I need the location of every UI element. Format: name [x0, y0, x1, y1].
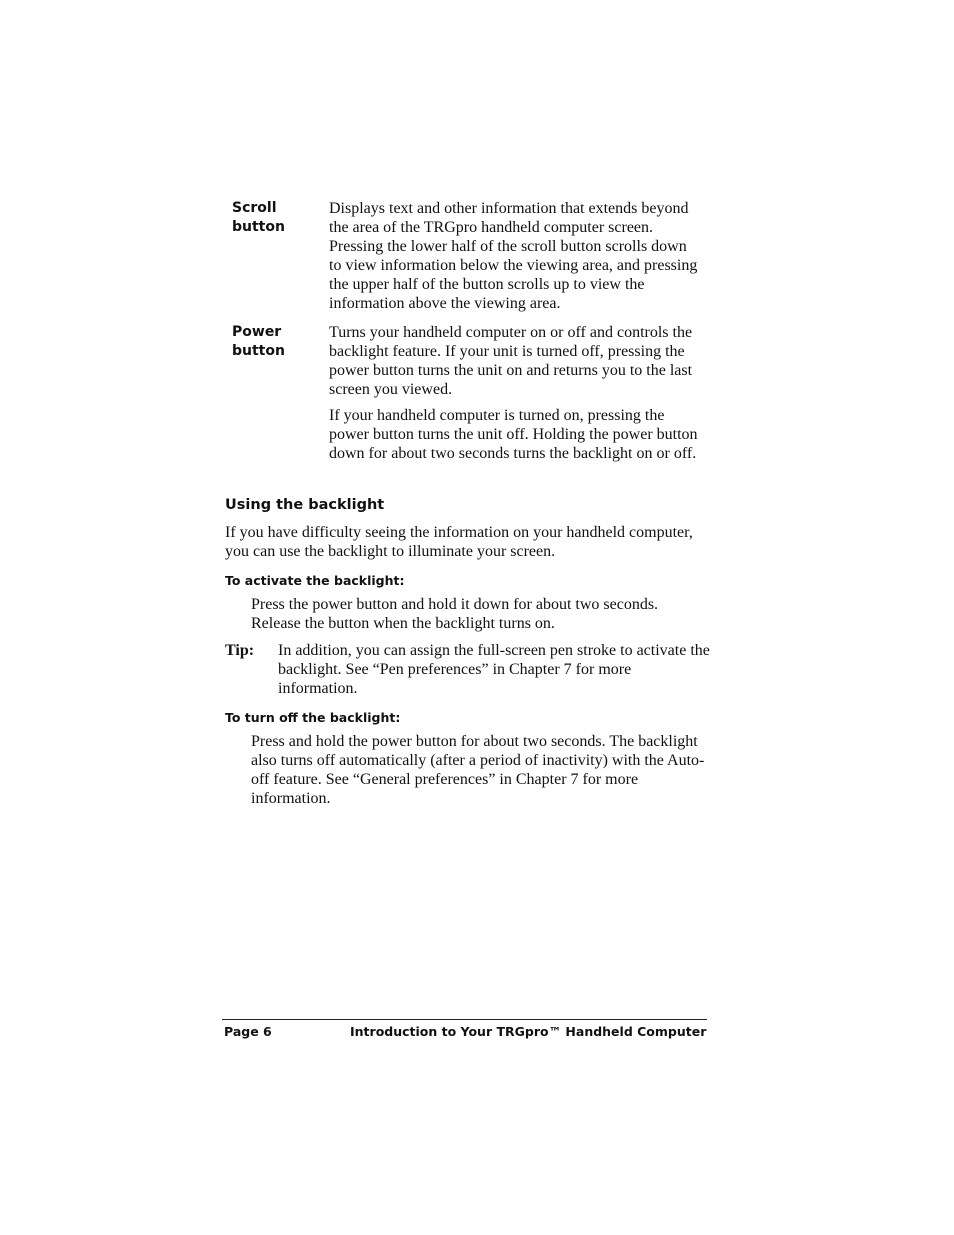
- procedure-heading-activate: To activate the backlight:: [225, 573, 405, 588]
- section-heading: Using the backlight: [225, 497, 385, 513]
- footer-title: Introduction to Your TRGpro™ Handheld Computer: [350, 1024, 707, 1039]
- term-line: Power: [232, 324, 282, 340]
- procedure-text-turn-off: Press and hold the power button for about two seconds. The backlight also turns off automatically (after a period of inactivity) with the Auto-off feature. See “General preferences” in Chapter 7 for more information.: [251, 733, 705, 807]
- definition-desc-power-button: [329, 323, 699, 470]
- procedure-heading-turn-off: To turn off the backlight:: [225, 710, 401, 725]
- definition-paragraph: Turns your handheld computer on or off and controls the backlight feature. If your unit is turned off, pressing the power button turns the unit on and returns you to the last screen you viewed.: [329, 324, 693, 398]
- term-line: button: [232, 219, 285, 235]
- definition-paragraph: Displays text and other information that extends beyond the area of the TRGpro handheld computer screen. Pressing the lower half of the scroll button scrolls down to view information below the viewing area, and pressing the upper half of the button scrolls up to view the information above the viewing area.: [329, 200, 698, 312]
- definition-term-power-button: [232, 323, 322, 361]
- footer-page-number: Page 6: [224, 1024, 272, 1039]
- definition-desc-scroll-button: [329, 199, 699, 320]
- tip-text: In addition, you can assign the full-screen pen stroke to activate the backlight. See “Pen preferences” in Chapter 7 for more information.: [278, 642, 710, 697]
- term-line: Scroll: [232, 200, 277, 216]
- definition-paragraph: If your handheld computer is turned on, pressing the power button turns the unit off. Holding the power button down for about two seconds turns the backlight on or off.: [329, 407, 698, 462]
- section-intro: If you have difficulty seeing the information on your handheld computer, you can use the backlight to illuminate your screen.: [225, 524, 693, 560]
- term-line: button: [232, 343, 285, 359]
- footer-rule: [222, 1019, 707, 1020]
- procedure-text-activate: Press the power button and hold it down for about two seconds. Release the button when the backlight turns on.: [251, 596, 659, 632]
- tip-label: Tip:: [225, 642, 255, 659]
- definition-term-scroll-button: [232, 199, 322, 237]
